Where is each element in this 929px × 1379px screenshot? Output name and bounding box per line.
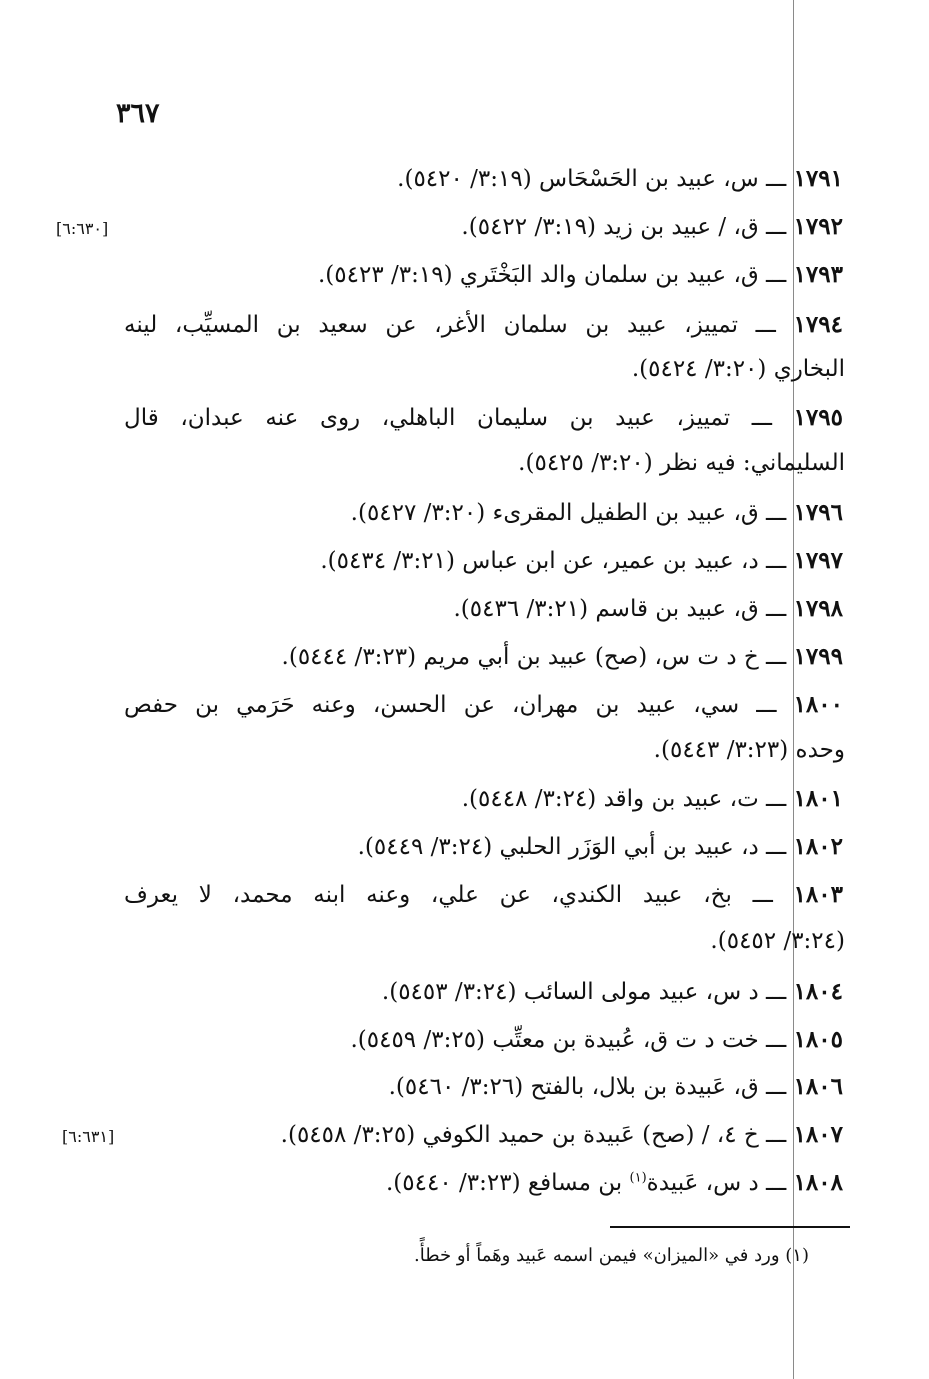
- entry-continuation: (٣:٢٤/ ٥٤٥٢).: [710, 928, 845, 954]
- entry-text: ـــ خ د ت س، (صح) عبيد بن أبي مريم (٣:٢٣/ ٥٤٤٤).: [281, 644, 794, 670]
- entry-text: ـــ ق، عبيد بن سلمان والد البَخْتَري (٣:١٩/ ٥٤٢٣).: [317, 262, 794, 288]
- entry-text: ـــ ق، / عبيد بن زيد (٣:١٩/ ٥٤٢٢).: [461, 214, 794, 240]
- footnote-marker: (١): [785, 1245, 809, 1266]
- entry-text: ـــ تمييز، عبيد بن سلمان الأغر، عن سعيد بن المسيِّب، لينه: [124, 312, 794, 338]
- footnote-divider: [610, 1226, 850, 1228]
- entry-number: ١٧٩٦: [793, 499, 843, 526]
- entry-1791: [397, 167, 843, 191]
- entry-1806: [389, 1075, 843, 1099]
- entry-text-after: بن مسافع (٣:٢٣/ ٥٤٤٠).: [386, 1170, 630, 1196]
- entry-number: ١٧٩٣: [793, 261, 843, 288]
- entry-text: ـــ ق، عبيد بن الطفيل المقرىء (٣:٢٠/ ٥٤٢٧).: [350, 500, 794, 526]
- entry-number: ١٨٠١: [793, 785, 843, 812]
- entry-text: ـــ بخ، عبيد الكندي، عن علي، وعنه ابنه محمد، لا يعرف: [124, 882, 794, 908]
- margin-reference: [٦:٦٣١]: [62, 1127, 115, 1146]
- entry-text: ـــ د، عبيد بن عمير، عن ابن عباس (٣:٢١/ ٥٤٣٤).: [320, 548, 794, 574]
- entry-text: ـــ خت د ت ق، عُبيدة بن معتِّب (٣:٢٥/ ٥٤٥٩).: [350, 1027, 794, 1053]
- entry-text: ـــ سي، عبيد بن مهران، عن الحسن، وعنه حَرَمي بن حفص: [124, 692, 794, 718]
- entry-number: ١٨٠٤: [793, 978, 843, 1005]
- entry-1799: [282, 645, 843, 669]
- entry-1800: [124, 693, 843, 717]
- entry-1796: [351, 501, 843, 525]
- entry-1807: [281, 1123, 843, 1147]
- footnote-reference: (١): [629, 1170, 647, 1186]
- entry-text: ـــ خ ٤، / (صح) عَبيدة بن حميد الكوفي (٣:٢٥/ ٥٤٥٨).: [280, 1122, 794, 1148]
- entry-1794: [124, 313, 843, 337]
- entry-text: ـــ د س، عَبيدة: [646, 1170, 794, 1196]
- entry-1792: [461, 215, 843, 239]
- entry-number: ١٨٠٦: [793, 1073, 843, 1100]
- entry-number: ١٨٠٥: [793, 1026, 843, 1053]
- entry-continuation: وحده (٣:٢٣/ ٥٤٤٣).: [653, 737, 845, 763]
- entry-number: ١٧٩٥: [793, 404, 843, 431]
- footnote: [414, 1245, 809, 1266]
- entry-1798: [453, 597, 843, 621]
- entry-1795: [124, 406, 843, 430]
- entry-number: ١٨٠٣: [793, 881, 843, 908]
- entry-continuation: السليماني: فيه نظر (٣:٢٠/ ٥٤٢٥).: [518, 450, 845, 476]
- entry-number: ١٧٩٨: [793, 595, 843, 622]
- page-number: ٣٦٧: [116, 98, 160, 129]
- entry-text: ـــ د، عبيد بن أبي الوَزَر الحلبي (٣:٢٤/ ٥٤٤٩).: [357, 834, 794, 860]
- entry-continuation: البخاري (٣:٢٠/ ٥٤٢٤).: [631, 356, 845, 382]
- entry-1802: [358, 835, 843, 859]
- margin-reference: [٦:٦٣٠]: [56, 219, 109, 238]
- entry-text: ـــ ق، عبيد بن قاسم (٣:٢١/ ٥٤٣٦).: [453, 596, 794, 622]
- entry-text: ـــ ت، عبيد بن واقد (٣:٢٤/ ٥٤٤٨).: [461, 786, 794, 812]
- entry-1808: [386, 1171, 843, 1195]
- entry-1797: [320, 549, 843, 573]
- footnote-text: ورد في «الميزان» فيمن اسمه عَبيد وهَماً أو خطأً.: [414, 1245, 780, 1266]
- entry-text: ـــ س، عبيد بن الحَسْحَاس (٣:١٩/ ٥٤٢٠).: [397, 166, 794, 192]
- entry-1803: [124, 883, 843, 907]
- entry-text: ـــ تمييز، عبيد بن سليمان الباهلي، روى عنه عبدان، قال: [124, 405, 794, 431]
- entry-1805: [350, 1028, 843, 1052]
- entry-number: ١٧٩٩: [793, 643, 843, 670]
- entry-number: ١٧٩٧: [793, 547, 843, 574]
- entry-1801: [462, 787, 843, 811]
- entry-number: ١٨٠٧: [793, 1121, 843, 1148]
- entry-number: ١٨٠٠: [793, 691, 843, 718]
- entry-number: ١٧٩٤: [793, 311, 843, 338]
- entry-number: ١٨٠٢: [793, 833, 843, 860]
- entry-text: ـــ د س، عبيد مولى السائب (٣:٢٤/ ٥٤٥٣).: [381, 979, 794, 1005]
- entry-number: ١٨٠٨: [793, 1169, 843, 1196]
- entry-number: ١٧٩١: [793, 165, 843, 192]
- entry-number: ١٧٩٢: [793, 213, 843, 240]
- entry-1804: [382, 980, 843, 1004]
- entry-text: ـــ ق، عَبيدة بن بلال، بالفتح (٣:٢٦/ ٥٤٦٠).: [388, 1074, 794, 1100]
- entry-1793: [318, 263, 843, 287]
